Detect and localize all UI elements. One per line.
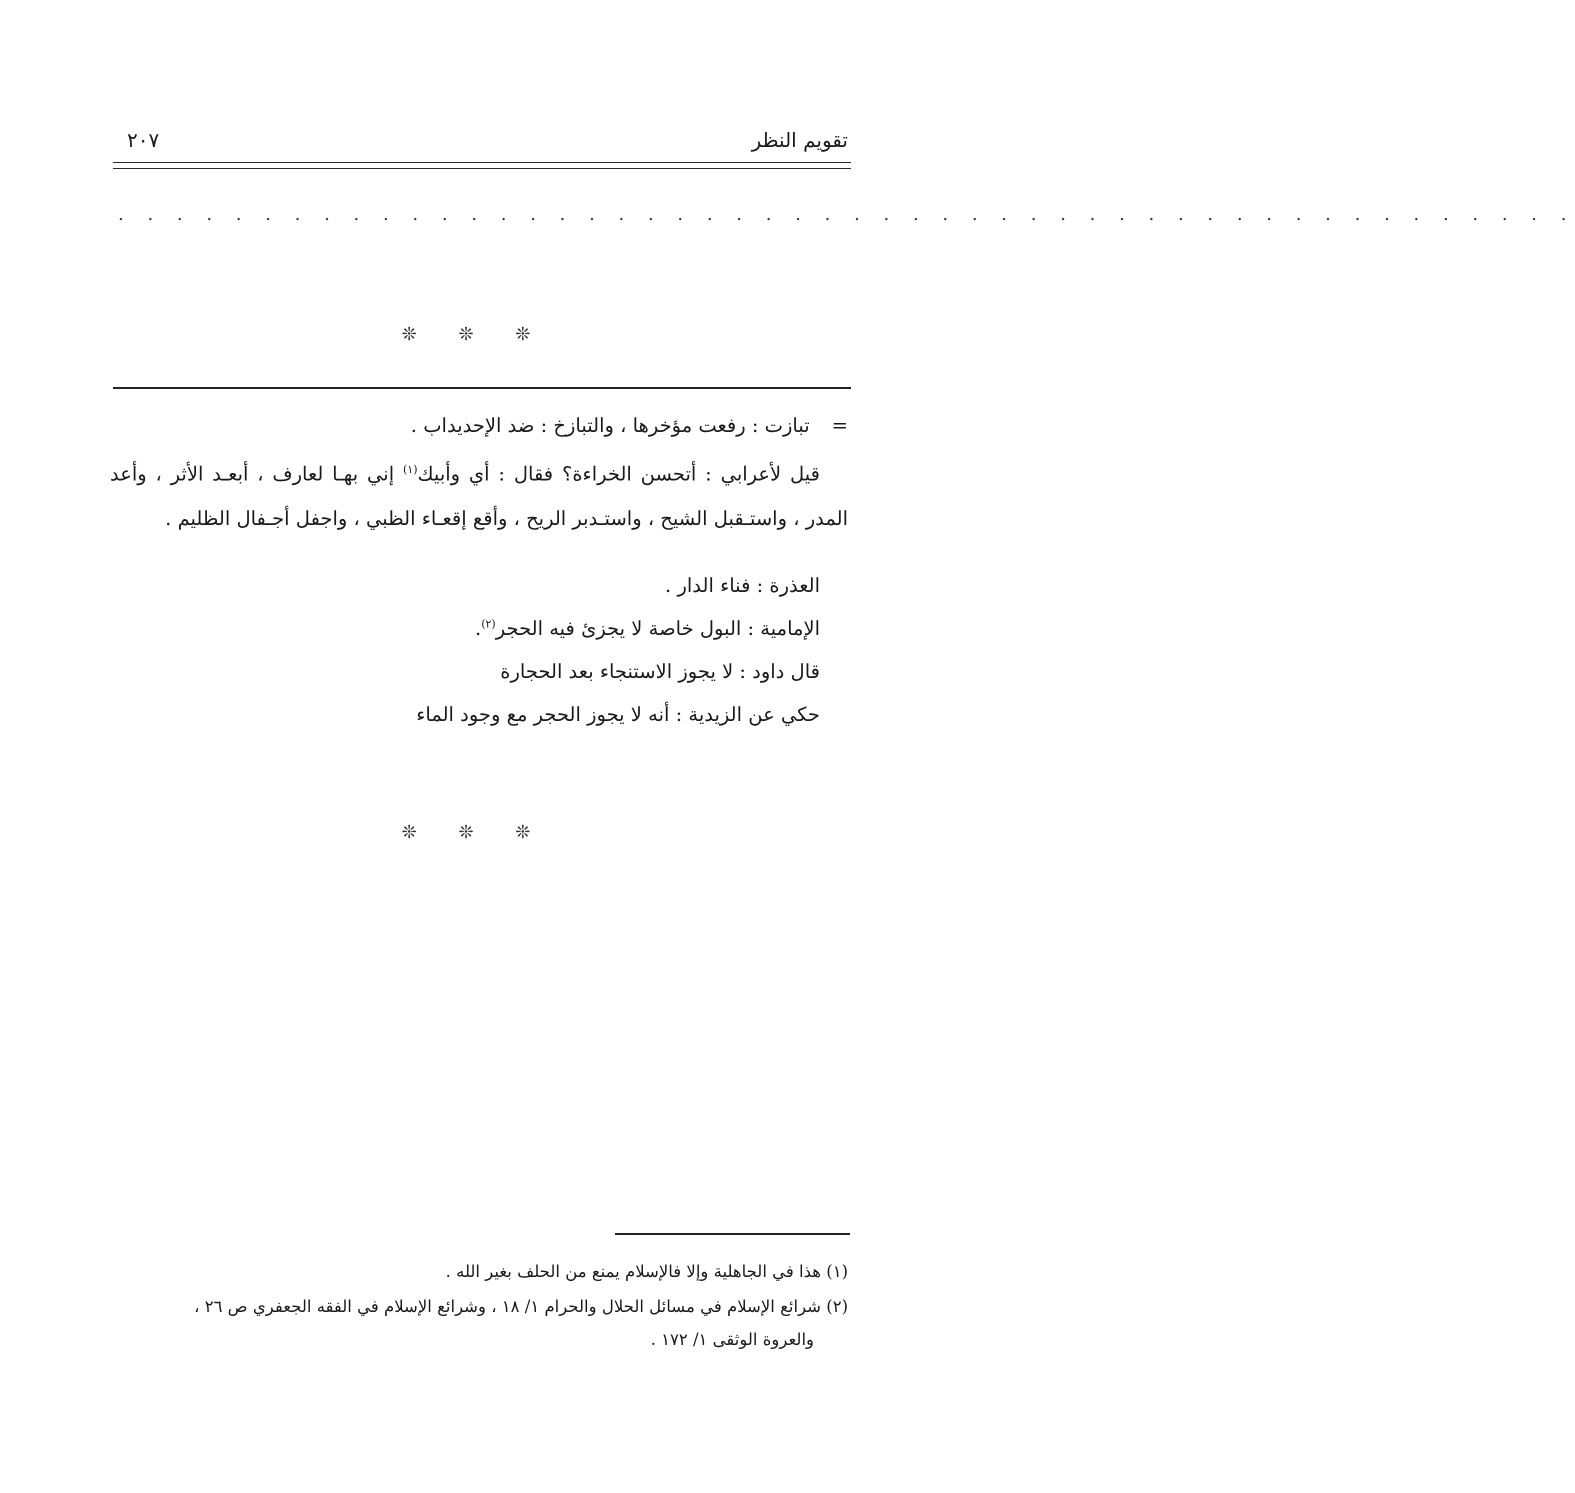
footnote-2 bbox=[108, 1290, 848, 1356]
section-separator-stars-bottom: ❊ ❊ ❊ bbox=[401, 822, 549, 843]
section-separator-stars-top: ❊ ❊ ❊ bbox=[401, 324, 549, 345]
running-header-title: تقويم النظر bbox=[751, 128, 848, 152]
page-number: ٢٠٧ bbox=[127, 128, 160, 152]
footnote-2-line-1: (٢) شرائع الإسلام في مسائل الحلال والحرام ١/ ١٨ ، وشرائع الإسلام في الفقه الجعفري ص ٢٦ ، bbox=[194, 1297, 848, 1316]
footnote-1: (١) هذا في الجاهلية وإلا فالإسلام يمنع من الحلف بغير الله . bbox=[445, 1262, 848, 1281]
definition-item-udhra: العذرة : فناء الدار . bbox=[665, 574, 820, 597]
imamiyya-end: . bbox=[475, 617, 482, 640]
definition-item-dawud: قال داود : لا يجوز الاستنجاء بعد الحجارة bbox=[500, 660, 820, 683]
footnote-2-line-2: والعروة الوثقى ١/ ١٧٢ . bbox=[650, 1330, 814, 1349]
imamiyya-text: الإمامية : البول خاصة لا يجزئ فيه الحجر bbox=[495, 617, 820, 640]
definition-item-zaydiyya: حكي عن الزيدية : أنه لا يجوز الحجر مع وجود الماء bbox=[416, 703, 820, 726]
section-rule bbox=[113, 387, 851, 389]
definition-item-imamiyya bbox=[475, 617, 820, 640]
ellipsis-dots-row: . . . . . . . . . . . . . . . . . . . . . . . . . . . . . . . . . . . . . . . . . . . . . . . . . . bbox=[118, 204, 1575, 225]
continuation-text: تبازت : رفعت مؤخرها ، والتبازخ : ضد الإحديداب . bbox=[410, 414, 810, 437]
footnote-rule bbox=[615, 1233, 850, 1235]
paragraph-text-end: إني بهـا لعارف ، أبعـد الأثر ، وأعد المدر ، واستـقبل الشيح ، واستـدبر الريح ، وأقع إقعـاء الظبي ، واجفل أجـفال الظليم . bbox=[110, 462, 848, 530]
footnote-ref-2: (٢) bbox=[481, 617, 496, 631]
continuation-marker: = bbox=[831, 414, 848, 437]
footnote-ref-1: (١) bbox=[402, 463, 418, 476]
continuation-line bbox=[110, 404, 848, 448]
bedouin-paragraph bbox=[110, 448, 848, 541]
paragraph-text-start: قيل لأعرابي : أتحسن الخراءة؟ فقال : أي وأبيك bbox=[417, 462, 820, 486]
header-double-rule bbox=[113, 162, 851, 169]
